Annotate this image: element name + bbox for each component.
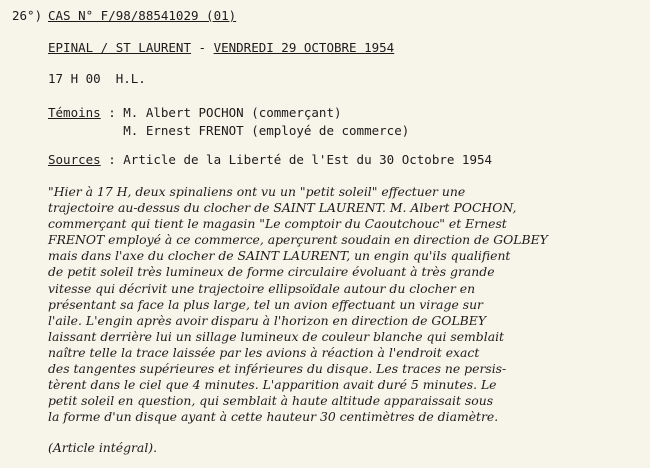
article-line: de petit soleil très lumineux de forme circulaire évoluant à très grande (48, 264, 495, 280)
article-line: "Hier à 17 H, deux spinaliens ont vu un "petit soleil" effectuer une (48, 184, 466, 199)
article-line: mais dans l'axe du clocher de SAINT LAURENT, un engin qu'ils qualifient (48, 248, 511, 264)
witnesses-label: Témoins (48, 105, 101, 120)
entry-number: 26°) (12, 8, 43, 23)
article-line: vitesse qui décrivit une trajectoire ellipsoïdale autour du clocher en (48, 280, 476, 296)
article-line: petit soleil en question, qui semblait à haute altitude apparaissait sous (48, 393, 494, 409)
witness-indent (48, 123, 123, 138)
location: EPINAL / ST LAURENT (48, 40, 191, 55)
article-footer: (Article intégral). (48, 440, 158, 455)
sources-text: : Article de la Liberté de l'Est du 30 Octobre 1954 (100, 152, 493, 167)
witnesses-block (48, 104, 409, 140)
sources-label: Sources (48, 152, 101, 167)
article-line: laissant derrière lui un sillage lumineux de couleur blanche qui semblait (48, 328, 505, 344)
article-line: naître telle la trace laissée par les avions à réaction à l'endroit exact (48, 344, 480, 360)
article-line: l'aile. L'engin après avoir disparu à l'horizon en direction de GOLBEY (48, 312, 487, 328)
event-date: VENDREDI 29 OCTOBRE 1954 (213, 40, 395, 55)
location-separator: - (191, 40, 214, 55)
article-line: présentant sa face la plus large, tel un avion effectuant un virage sur (48, 296, 483, 312)
article-line: la forme d'un disque ayant à cette hauteur 30 centimètres de diamètre. (48, 409, 499, 425)
witness-2: M. Ernest FRENOT (employé de commerce) (123, 123, 410, 138)
witnesses-separator: : (100, 105, 124, 120)
sources-line (48, 152, 492, 167)
article-line: trajectoire au-dessus du clocher de SAINT LAURENT. M. Albert POCHON, (48, 200, 517, 216)
witness-1: M. Albert POCHON (commerçant) (123, 105, 342, 120)
article-line: FRENOT employé à ce commerce, aperçurent soudain en direction de GOLBEY (48, 232, 548, 248)
article-line: des tangentes supérieures et inférieures du disque. Les traces ne persis- (48, 361, 507, 377)
article-line: commerçant qui tient le magasin "Le comptoir du Caoutchouc" et Ernest (48, 216, 507, 232)
event-time: 17 H 00 H.L. (48, 71, 146, 86)
article-body (48, 184, 648, 425)
article-line: tèrent dans le ciel que 4 minutes. L'apparition avait duré 5 minutes. Le (48, 377, 497, 393)
location-date-line (48, 40, 394, 55)
case-id: CAS N° F/98/88541029 (01) (48, 8, 237, 23)
